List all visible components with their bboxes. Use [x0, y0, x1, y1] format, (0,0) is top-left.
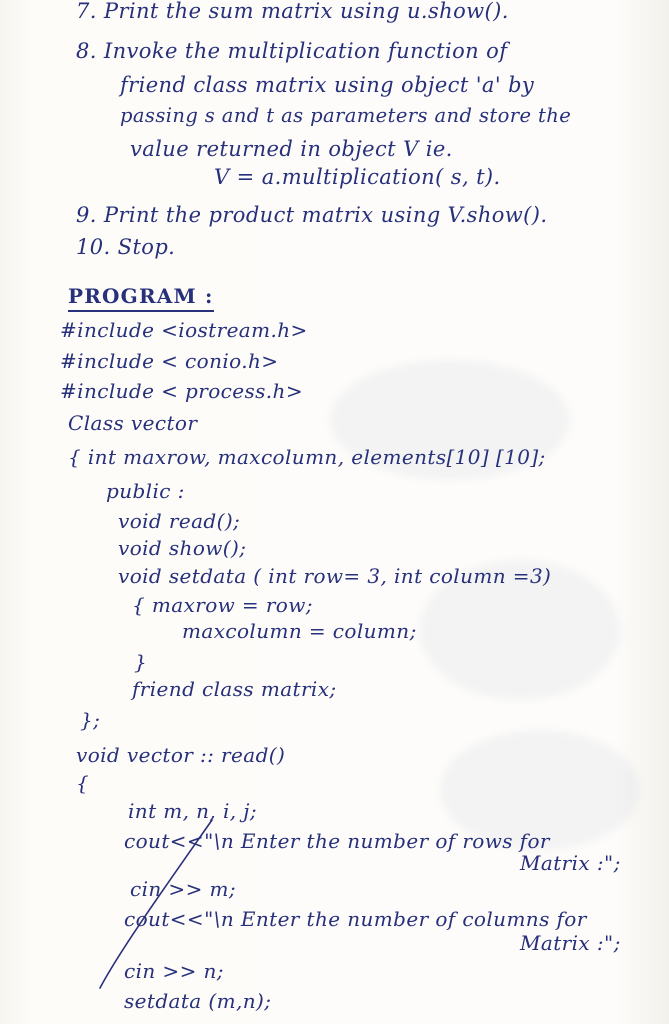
code-line: friend class matrix;: [132, 677, 337, 701]
code-line: #include <iostream.h>: [60, 318, 308, 342]
code-line: Matrix :";: [520, 931, 621, 955]
code-line: {: [76, 771, 90, 795]
code-line: cout<<"\n Enter the number of columns for: [124, 907, 587, 931]
code-line: void read();: [118, 509, 241, 533]
algorithm-step-8: 8. Invoke the multiplication function of: [76, 39, 508, 63]
code-line: int m, n, i, j;: [128, 799, 257, 823]
code-line: #include < conio.h>: [60, 349, 279, 373]
code-line: };: [80, 708, 101, 732]
code-line: Matrix :";: [520, 851, 621, 875]
algorithm-step-9: 9. Print the product matrix using V.show().: [76, 203, 548, 227]
code-line: void vector :: read(): [76, 743, 286, 767]
code-line: maxcolumn = column;: [182, 619, 417, 643]
code-line: #include < process.h>: [60, 379, 303, 403]
algorithm-step-10: 10. Stop.: [76, 235, 176, 259]
code-line: Class vector: [68, 411, 198, 435]
code-line: { int maxrow, maxcolumn, elements[10] [10];: [68, 445, 546, 469]
code-line: setdata (m,n);: [124, 989, 272, 1013]
code-line: cin >> n;: [124, 959, 224, 983]
code-line: cout<<"\n Enter the number of rows for: [124, 829, 550, 853]
algorithm-step-8-line-4: value returned in object V ie.: [130, 137, 453, 161]
algorithm-step-8-line-3: passing s and t as parameters and store the: [120, 104, 572, 127]
algorithm-step-8-line-2: friend class matrix using object 'a' by: [120, 73, 535, 97]
code-line: }: [134, 650, 148, 674]
algorithm-step-8-line-5: V = a.multiplication( s, t).: [214, 165, 501, 189]
program-heading: PROGRAM :: [68, 283, 214, 312]
code-line: cin >> m;: [130, 877, 237, 901]
code-line: public :: [106, 479, 185, 503]
algorithm-step-7: 7. Print the sum matrix using u.show().: [76, 0, 509, 23]
code-line: { maxrow = row;: [132, 593, 313, 617]
code-line: void show();: [118, 536, 247, 560]
code-line: void setdata ( int row= 3, int column =3): [118, 564, 552, 588]
